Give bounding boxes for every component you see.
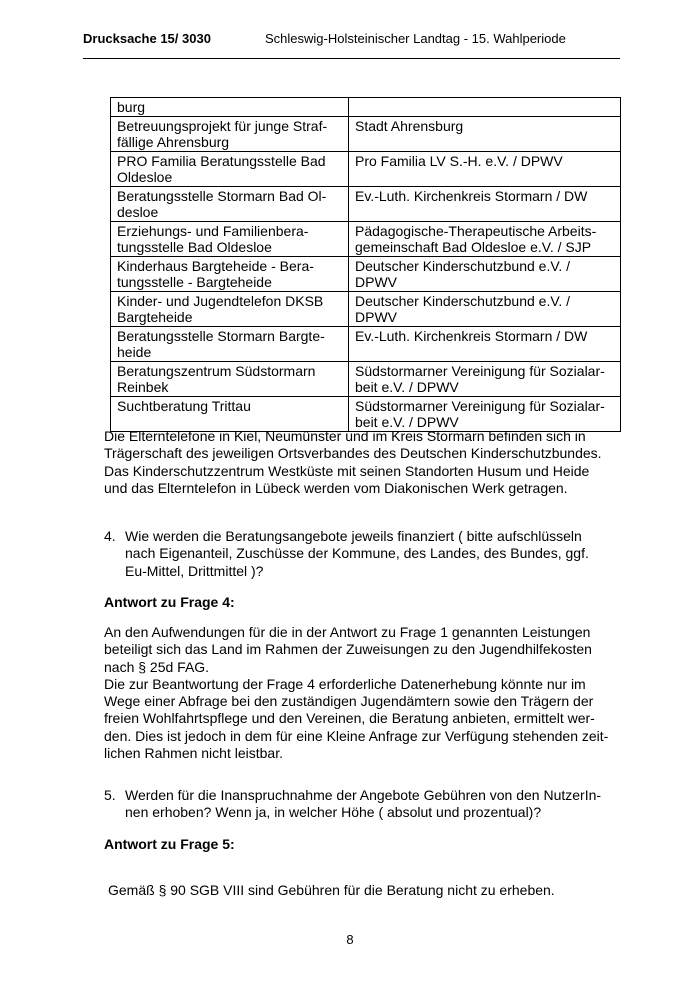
- organization-cell: [111, 362, 349, 397]
- table-row: [111, 292, 621, 327]
- cell-text-line: Südstormarner Vereinigung für Sozialar-: [355, 398, 605, 414]
- cell-text-line: fällige Ahrensburg: [117, 134, 230, 150]
- organization-cell: [111, 187, 349, 222]
- cell-text-line: Bargteheide: [117, 309, 193, 325]
- parliament-title: Schleswig-Holsteinischer Landtag - 15. Wahlperiode: [265, 31, 566, 46]
- text-line: Die zur Beantwortung der Frage 4 erforderliche Datenerhebung könnte nur im: [104, 675, 586, 692]
- cell-text-line: heide: [117, 344, 152, 360]
- question-number: 4.: [104, 528, 116, 544]
- answer-5-heading: Antwort zu Frage 5:: [104, 836, 235, 852]
- text-line: An den Aufwendungen für die in der Antwort zu Frage 1 genannten Leistungen: [104, 624, 591, 640]
- provider-cell: [349, 257, 621, 292]
- table-body: [111, 98, 621, 432]
- organization-cell: [111, 98, 349, 117]
- organization-cell: [111, 397, 349, 432]
- table-row: [111, 327, 621, 362]
- cell-text-line: Betreuungsprojekt für junge Straf-: [117, 118, 328, 134]
- cell-text-line: beit e.V. / DPWV: [355, 379, 459, 395]
- cell-text-line: Deutscher Kinderschutzbund e.V. /: [355, 293, 571, 309]
- cell-text-line: beit e.V. / DPWV: [355, 414, 459, 430]
- header-divider: [83, 58, 620, 59]
- table-row: [111, 397, 621, 432]
- cell-text-line: Stadt Ahrensburg: [355, 118, 464, 134]
- answer-5-text: [108, 882, 555, 899]
- text-line: und das Elterntelefon in Lübeck werden vom Diakonischen Werk getragen.: [104, 479, 568, 496]
- question-text: [125, 528, 589, 580]
- text-line: Wege einer Abfrage bei den zuständigen Jugendämtern sowie den Trägern der: [104, 693, 594, 710]
- organization-cell: [111, 257, 349, 292]
- question-number: 5.: [104, 787, 116, 803]
- text-line: Eu-Mittel, Drittmittel )?: [125, 562, 264, 579]
- provider-cell: [349, 187, 621, 222]
- cell-text-line: Suchtberatung Trittau: [117, 398, 251, 414]
- cell-text-line: tungsstelle - Bargteheide: [117, 274, 272, 290]
- cell-text-line: DPWV: [355, 274, 397, 290]
- cell-text-line: Kinderhaus Bargteheide - Bera-: [117, 258, 314, 274]
- text-line: den. Dies ist jedoch in dem für eine Kleine Anfrage zur Verfügung stehenden zeit-: [104, 727, 609, 744]
- paragraph-elterntelefone: [104, 428, 602, 497]
- organization-cell: [111, 117, 349, 152]
- page-number: 8: [346, 932, 354, 947]
- table-row: [111, 152, 621, 187]
- text-line: Die Elterntelefone in Kiel, Neumünster und im Kreis Stormarn befinden sich in: [104, 428, 586, 444]
- cell-text-line: Deutscher Kinderschutzbund e.V. /: [355, 258, 571, 274]
- text-line: Das Kinderschutzzentrum Westküste mit seinen Standorten Husum und Heide: [104, 462, 590, 479]
- cell-text-line: Beratungszentrum Südstormarn: [117, 363, 316, 379]
- table-row: [111, 117, 621, 152]
- table-row: [111, 362, 621, 397]
- provider-cell: [349, 222, 621, 257]
- table-row: [111, 257, 621, 292]
- cell-text-line: Beratungsstelle Stormarn Bargte-: [117, 328, 325, 344]
- text-line: Gemäß § 90 SGB VIII sind Gebühren für die Beratung nicht zu erheben.: [108, 882, 555, 898]
- cell-text-line: PRO Familia Beratungsstelle Bad: [117, 153, 326, 169]
- cell-text-line: burg: [117, 99, 146, 115]
- cell-text-line: Ev.-Luth. Kirchenkreis Stormarn / DW: [355, 328, 588, 344]
- text-line: Werden für die Inanspruchnahme der Angebote Gebühren von den NutzerIn-: [125, 787, 602, 803]
- cell-text-line: [355, 99, 614, 115]
- organization-cell: [111, 327, 349, 362]
- cell-text-line: gemeinschaft Bad Oldesloe e.V. / SJP: [355, 239, 592, 255]
- table-row: [111, 222, 621, 257]
- provider-cell: [349, 292, 621, 327]
- text-line: Wie werden die Beratungsangebote jeweils finanziert ( bitte aufschlüsseln: [125, 528, 582, 544]
- provider-cell: [349, 98, 621, 117]
- cell-text-line: Pädagogische-Therapeutische Arbeits-: [355, 223, 597, 239]
- question-text: [125, 787, 601, 822]
- cell-text-line: Südstormarner Vereinigung für Sozialar-: [355, 363, 605, 379]
- cell-text-line: Oldesloe: [117, 169, 173, 185]
- text-line: beteiligt sich das Land im Rahmen der Zuweisungen zu den Jugendhilfekosten: [104, 641, 592, 658]
- table-row: [111, 187, 621, 222]
- table-row: [111, 98, 621, 117]
- provider-cell: [349, 152, 621, 187]
- document-reference: Drucksache 15/ 3030: [83, 31, 211, 46]
- cell-text-line: tungsstelle Bad Oldesloe: [117, 239, 272, 255]
- cell-text-line: Kinder- und Jugendtelefon DKSB: [117, 293, 324, 309]
- cell-text-line: DPWV: [355, 309, 397, 325]
- cell-text-line: Erziehungs- und Familienbera-: [117, 223, 309, 239]
- cell-text-line: Ev.-Luth. Kirchenkreis Stormarn / DW: [355, 188, 588, 204]
- organization-cell: [111, 152, 349, 187]
- cell-text-line: Reinbek: [117, 379, 169, 395]
- cell-text-line: desloe: [117, 204, 159, 220]
- text-line: nach Eigenanteil, Zuschüsse der Kommune, des Landes, des Bundes, ggf.: [125, 545, 589, 562]
- text-line: nach § 25d FAG.: [104, 658, 210, 675]
- text-line: freien Wohlfahrtspflege und den Vereinen, die Beratung anbieten, ermittelt wer-: [104, 710, 595, 727]
- text-line: lichen Rahmen nicht leistbar.: [104, 745, 283, 762]
- answer-4-heading: Antwort zu Frage 4:: [104, 594, 235, 610]
- answer-4-text: [104, 624, 608, 762]
- organization-cell: [111, 222, 349, 257]
- provider-cell: [349, 362, 621, 397]
- text-line: Trägerschaft des jeweiligen Ortsverbandes des Deutschen Kinderschutzbundes.: [104, 445, 602, 462]
- cell-text-line: Pro Familia LV S.-H. e.V. / DPWV: [355, 153, 563, 169]
- counseling-centers-table: [110, 97, 621, 432]
- text-line: nen erhoben? Wenn ja, in welcher Höhe ( absolut und prozentual)?: [125, 804, 542, 821]
- provider-cell: [349, 327, 621, 362]
- provider-cell: [349, 117, 621, 152]
- cell-text-line: Beratungsstelle Stormarn Bad Ol-: [117, 188, 327, 204]
- provider-cell: [349, 397, 621, 432]
- organization-cell: [111, 292, 349, 327]
